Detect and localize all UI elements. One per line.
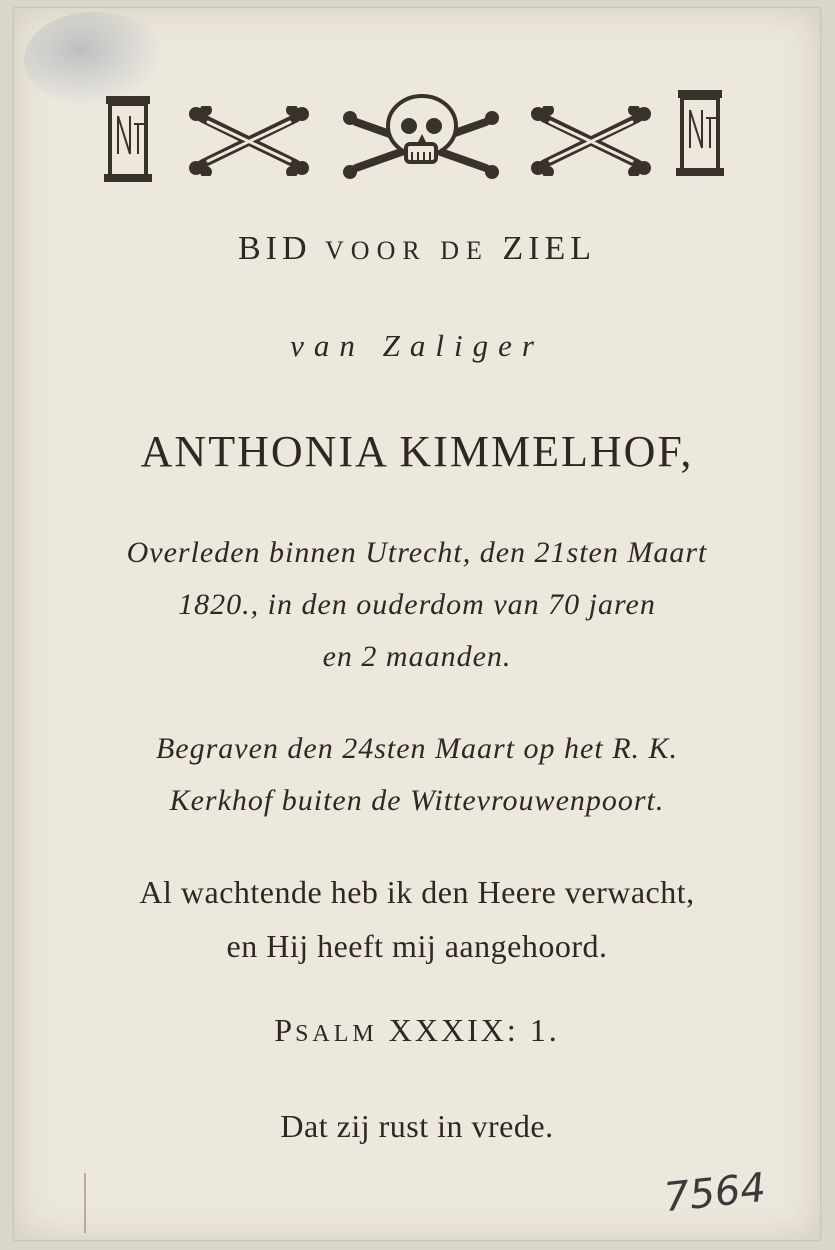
- psalm-verse-number: XXXIX: 1.: [388, 1012, 560, 1048]
- heading-word-ziel: ZIEL: [502, 230, 597, 267]
- psalm-reference: [14, 1012, 820, 1049]
- handwritten-number: 7564: [661, 1164, 768, 1222]
- heading-words-voor-de: VOOR DE: [325, 236, 489, 265]
- death-line-3: en 2 maanden.: [322, 640, 512, 673]
- psalm-smallcaps: SALM: [295, 1021, 378, 1047]
- verse-line-2: en Hij heeft mij aangehoord.: [226, 928, 608, 964]
- crossed-bones-icon: [526, 106, 656, 176]
- death-line-1: Overleden binnen Utrecht, den 21sten Maart: [126, 536, 708, 569]
- crossed-bones-icon: [184, 106, 314, 176]
- psalm-initial: P: [274, 1012, 296, 1048]
- skull-and-crossbones-icon: [336, 92, 506, 182]
- closing-line: Dat zij rust in vrede.: [280, 1108, 554, 1144]
- burial-line-1: Begraven den 24sten Maart op het R. K.: [155, 732, 679, 765]
- verse-line-1: Al wachtende heb ik den Heere verwacht,: [139, 874, 695, 910]
- death-line-2: 1820., in den ouderdom van 70 jaren: [178, 588, 656, 621]
- burial-line-2: Kerkhof buiten de Wittevrouwenpoort.: [169, 784, 665, 817]
- inri-tablet-icon: [672, 88, 728, 178]
- ornament-row: [14, 84, 820, 194]
- paper-crease: [84, 1173, 86, 1233]
- heading-pray-for-soul: [14, 230, 820, 268]
- memorial-card: [14, 8, 820, 1240]
- subheading-van-zaliger: van Zaliger: [290, 328, 544, 363]
- inri-tablet-icon: [100, 94, 156, 184]
- heading-word-bid: BID: [237, 230, 312, 267]
- deceased-name: ANTHONIA KIMMELHOF,: [140, 427, 694, 476]
